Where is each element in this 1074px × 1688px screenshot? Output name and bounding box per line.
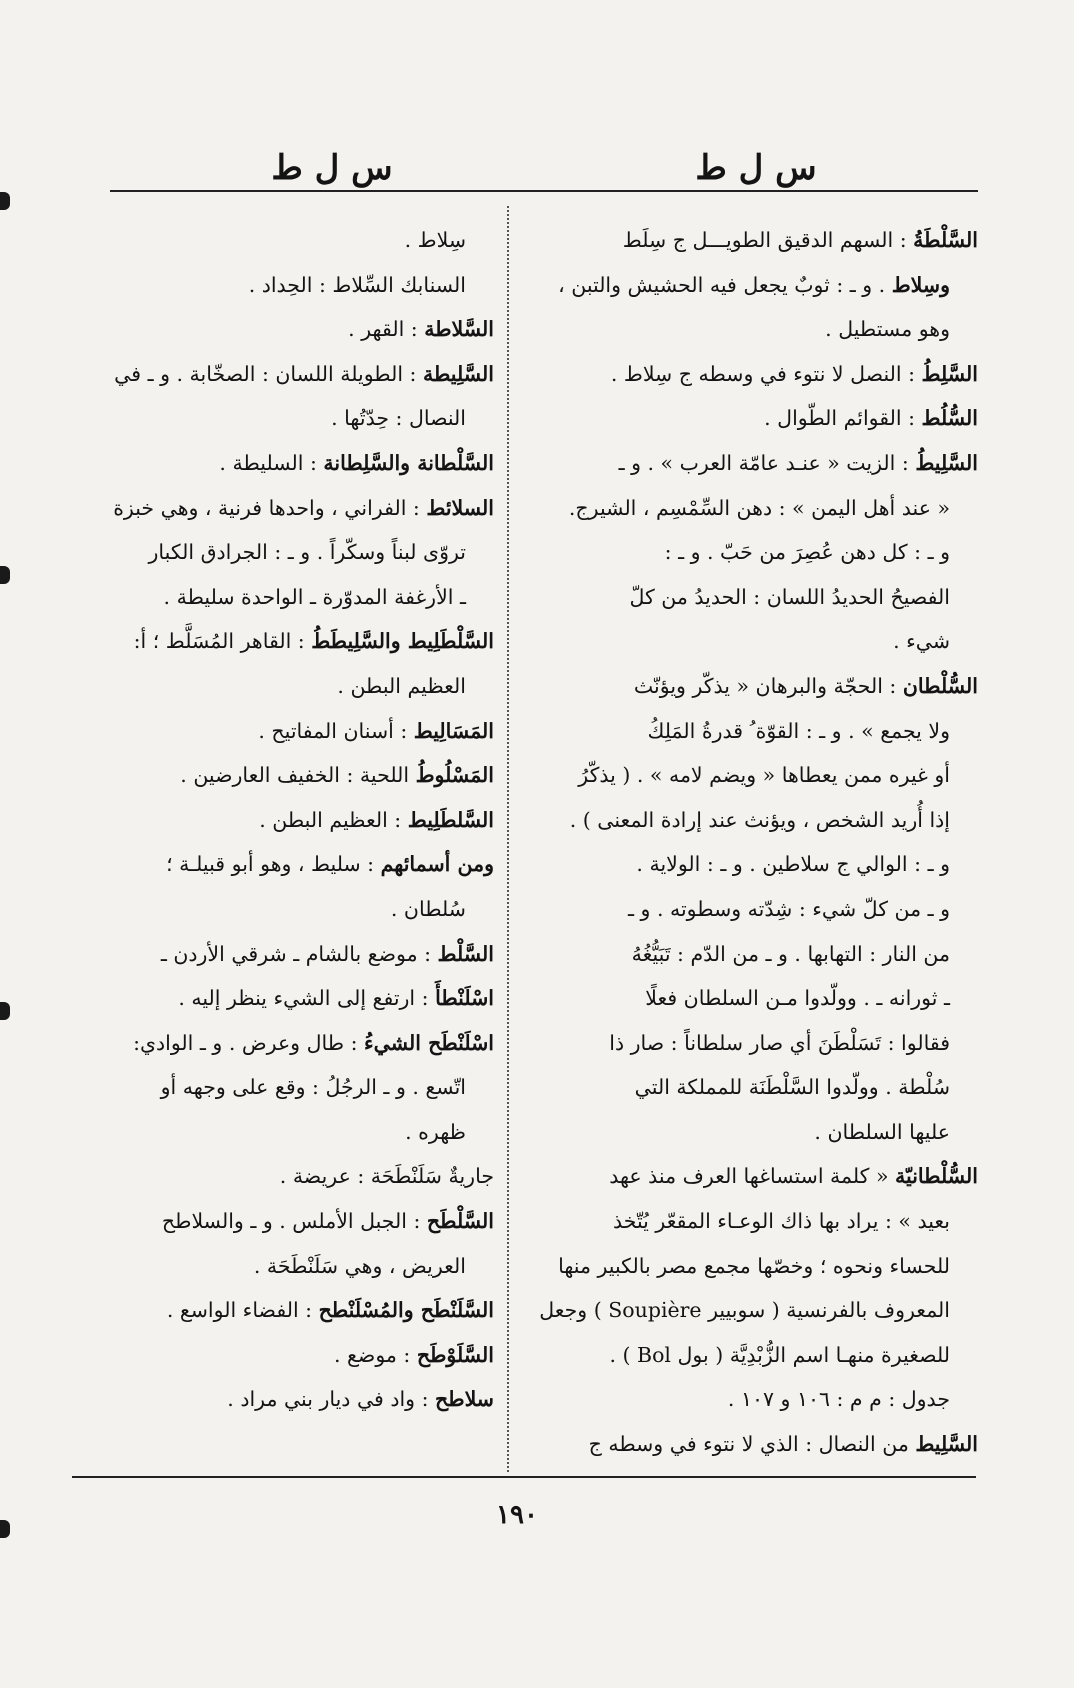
entry-text: : أسنان المفاتيح . (258, 718, 414, 743)
entry-text: أو غيره ممن يعطاها « ويضم لامه » . ( يذكّرُ (578, 763, 950, 788)
entry-text: : القهر . (348, 317, 425, 342)
entry-text: سُلطان . (390, 896, 466, 921)
entry-line (82, 441, 494, 486)
entry-text: : الفراني ، واحدها فرنية ، وهي خبزة (113, 495, 427, 520)
entry-text: : الحجّة والبرهان « يذكّر ويؤنّث (633, 673, 903, 698)
entry-line (528, 932, 978, 977)
entry-headword: سلاطح (435, 1387, 494, 1412)
entry-text: : السليطة . (219, 450, 324, 475)
entry-text: « كلمة استساغها العرف منذ عهد (609, 1164, 896, 1189)
entry-line (82, 263, 494, 308)
entry-line (82, 753, 494, 798)
entry-headword: المَسْلُوطُ (415, 763, 494, 788)
scan-mark (0, 1520, 10, 1538)
entry-line (528, 1288, 978, 1333)
entry-text: . و ـ : ثوبٌ يجعل فيه الحشيش والتبن ، (558, 272, 892, 297)
entry-line (82, 842, 494, 887)
entry-text: اتّسع . و ـ الرجُلُ : وقع على وجهه أو (160, 1075, 466, 1100)
entry-text: النصال : حِدّتُها . (331, 406, 466, 431)
entry-text: و ـ : كل دهن عُصِرَ من حَبّ . و ـ : (664, 540, 950, 565)
entry-line (82, 1154, 494, 1199)
entry-line (528, 352, 978, 397)
entry-text: « عند أهل اليمن » : دهن السِّمْسِم ، الشيرج. (568, 495, 950, 520)
entry-headword: السَّلطَلِيط (407, 807, 494, 832)
entry-text: : طال وعرض . و ـ الوادي: (133, 1030, 364, 1055)
entry-text: السنابك السِّلاط : الحِداد . (248, 272, 466, 297)
entry-line (82, 664, 494, 709)
entry-text: : النصل لا نتوء في وسطه ج سِلاط . (610, 361, 922, 386)
entry-text: : موضع . (333, 1342, 417, 1367)
entry-headword: السَّلْطَةُ (913, 228, 978, 252)
entry-line (82, 1244, 494, 1289)
entry-text: المعروف بالفرنسية ( سوبيير Soupière ) وجعل (539, 1298, 950, 1323)
entry-headword: السُّلْطان (902, 673, 978, 698)
footer-rule (72, 1476, 976, 1478)
scan-mark (0, 566, 10, 584)
entry-line (528, 976, 978, 1021)
entry-line (528, 396, 978, 441)
page-number: ١٩٠ (496, 1500, 538, 1530)
entry-headword: السَّلِطُ (921, 361, 978, 386)
entry-line (82, 976, 494, 1021)
entry-text: بعيد » : يراد بها ذاك الوعـاء المقعّر يُتّخذ (613, 1209, 950, 1234)
entry-text: سِلاط . (404, 228, 466, 252)
right-column (528, 218, 978, 1467)
entry-headword: وسِلاط (891, 272, 950, 297)
entry-line (528, 1199, 978, 1244)
left-column (82, 218, 494, 1422)
entry-text: : العظيم البطن . (259, 807, 408, 832)
entry-line (528, 1110, 978, 1155)
entry-line (528, 307, 978, 352)
entry-text: للحساء ونحوه ؛ وخصّها مجمع مصر بالكبير منها (558, 1253, 950, 1278)
entry-text: : سليط ، وهو أبو قبيلـة ؛ (166, 852, 381, 877)
entry-line (82, 887, 494, 932)
entry-line (82, 1065, 494, 1110)
entry-text: العريض ، وهي سَلَنْطَحَة . (253, 1253, 466, 1278)
entry-line (82, 1377, 494, 1422)
entry-text: : القوائم الطّوال . (764, 406, 922, 431)
entry-text: : الزيت « عنـد عامّة العرب » . و ـ (618, 450, 916, 475)
page-header-right: س ل ط (695, 148, 817, 188)
entry-line (82, 709, 494, 754)
entry-text: وهو مستطيل . (825, 317, 950, 342)
entry-headword: السَّلاطة (424, 317, 494, 342)
entry-text: ظهره . (405, 1119, 466, 1144)
entry-line (528, 664, 978, 709)
entry-headword: السَّلَوْطَح (416, 1342, 494, 1367)
entry-line (82, 619, 494, 664)
entry-headword: ومن أسمائهم (380, 852, 494, 877)
entry-text: ولا يجمع » . و ـ : القوّة ُ قدرةُ المَلِكُ (647, 718, 950, 743)
entry-text: سُلْطة . وولّدوا السَّلْطَنَة للمملكة التي (634, 1075, 950, 1100)
entry-text: : السهم الدقيق الطويـــل ج سِلَط (622, 228, 914, 252)
entry-text: العظيم البطن . (337, 673, 466, 698)
entry-text: من النصال : الذي لا نتوء في وسطه ج (588, 1432, 916, 1457)
header-rule (110, 190, 978, 192)
entry-headword: السَّلْطَلِيط والسَّلِيطَطُ (311, 629, 494, 654)
entry-line (528, 1154, 978, 1199)
entry-line (528, 575, 978, 620)
entry-text: الفصيحُ الحديدُ اللسان : الحديدُ من كلّ (629, 584, 950, 609)
entry-line (82, 307, 494, 352)
entry-text: و ـ من كلّ شيء : شِدّته وسطوته . و ـ (628, 896, 950, 921)
entry-line (528, 1377, 978, 1422)
entry-headword: السُّلُط (921, 406, 978, 431)
entry-line (82, 218, 494, 263)
entry-text: عليها السلطان . (814, 1119, 950, 1144)
entry-line (528, 486, 978, 531)
entry-text: شيء . (893, 629, 950, 654)
scan-mark (0, 192, 10, 210)
entry-headword: السَّلِيط (915, 1432, 978, 1457)
entry-text: : القاهر المُسَلَّط ؛ أ: (133, 629, 312, 654)
entry-text: : ارتفع إلى الشيء ينظر إليه . (178, 986, 436, 1011)
entry-text: : الطويلة اللسان : الصخّابة . و ـ في (114, 361, 423, 386)
entry-line (528, 842, 978, 887)
entry-line (82, 486, 494, 531)
entry-line (82, 352, 494, 397)
entry-text: جدول : م م : ١٠٦ و ١٠٧ . (727, 1387, 950, 1412)
entry-headword: السلائط (426, 495, 494, 520)
entry-line (528, 753, 978, 798)
entry-line (528, 441, 978, 486)
entry-text: اللحية : الخفيف العارضين . (180, 763, 416, 788)
entry-text: و ـ : الوالي ج سلاطين . و ـ : الولاية . (636, 852, 950, 877)
entry-line (528, 709, 978, 754)
entry-line (528, 263, 978, 308)
entry-text: جاريةٌ سَلَنْطَحَة : عريضة . (279, 1164, 494, 1189)
entry-text: ـ ثورانه ـ . وولّدوا مـن السلطان فعلًا (645, 986, 950, 1011)
entry-line (528, 530, 978, 575)
entry-line (528, 1021, 978, 1066)
entry-line (82, 575, 494, 620)
page-header-left: س ل ط (271, 148, 393, 188)
entry-headword: المَسَالِيط (413, 718, 494, 743)
entry-line (528, 619, 978, 664)
entry-line (82, 530, 494, 575)
entry-headword: السُّلْطانيّة (895, 1164, 978, 1189)
entry-line (528, 887, 978, 932)
entry-line (82, 798, 494, 843)
entry-line (82, 1021, 494, 1066)
entry-headword: السَّلَنْطَح والمُسْلَنْطح (318, 1298, 494, 1323)
entry-headword: اسْلَنْطأَ (435, 986, 494, 1011)
entry-text: إذا أُريد الشخص ، ويؤنث عند إرادة المعنى ) . (569, 807, 950, 832)
entry-headword: السَّلِيطُ (915, 450, 978, 475)
entry-line (82, 932, 494, 977)
entry-line (82, 1288, 494, 1333)
entry-line (528, 1065, 978, 1110)
entry-headword: السَّلْط (437, 941, 494, 966)
column-divider (507, 206, 509, 1472)
entry-line (528, 1244, 978, 1289)
entry-text: : موضع بالشام ـ شرقي الأردن ـ (160, 941, 438, 966)
entry-headword: اسْلَنْطَح الشيءُ (364, 1030, 494, 1055)
entry-text: تروّى لبناً وسكّراً . و ـ : الجرادق الكبار (148, 540, 466, 565)
scan-mark (0, 1002, 10, 1020)
entry-text: : الفضاء الواسع . (166, 1298, 319, 1323)
entry-text: : الجبل الأملس . و ـ والسلاطح (161, 1209, 427, 1234)
entry-headword: السَّلْطَح (426, 1209, 494, 1234)
entry-line (82, 1110, 494, 1155)
entry-text: للصغيرة منهـا اسم الزُّبْدِيَّة ( بول Bol ) . (609, 1342, 950, 1367)
entry-text: : واد في ديار بني مراد . (227, 1387, 436, 1412)
entry-headword: السَّلِيطة (422, 361, 494, 386)
entry-text: ـ الأرغفة المدوّرة ـ الواحدة سليطة . (163, 584, 466, 609)
entry-line (528, 798, 978, 843)
entry-line (82, 396, 494, 441)
entry-line (528, 1333, 978, 1378)
entry-text: من النار : التهابها . و ـ من الدّم : تَبَيُّغُهُ (631, 941, 950, 966)
entry-text: فقالوا : تَسَلْطَنَ أي صار سلطاناً : صار ذا (609, 1030, 950, 1055)
entry-line (82, 1199, 494, 1244)
entry-headword: السَّلْطانة والسَّلِطانة (323, 450, 494, 475)
entry-line (528, 218, 978, 263)
entry-line (82, 1333, 494, 1378)
entry-line (528, 1422, 978, 1467)
